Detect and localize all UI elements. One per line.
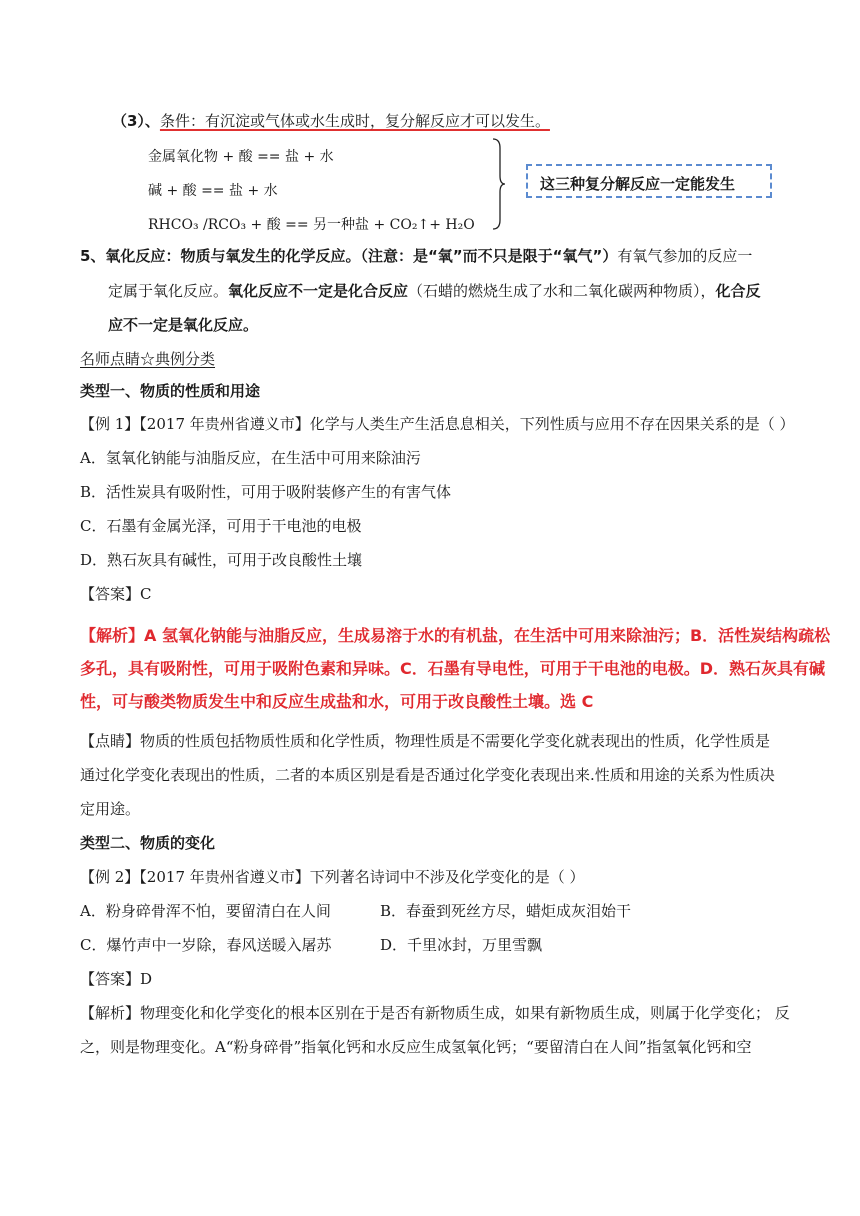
type2-option-a: A．粉身碎骨浑不怕，要留清白在人间 bbox=[80, 902, 331, 920]
type1-analysis-line1: 【解析】A 氢氧化钠能与油脂反应，生成易溶于水的有机盐，在生活中可用来除油污；B．活性炭结构疏松 bbox=[80, 626, 831, 645]
section5-line1 bbox=[80, 245, 752, 266]
type1-comment-line3: 定用途。 bbox=[80, 800, 141, 818]
type2-option-c: C．爆竹声中一岁除，春风送暖入屠苏 bbox=[80, 936, 332, 954]
formula-2: 碱 + 酸 == 盐 + 水 bbox=[148, 183, 278, 199]
note-box bbox=[526, 164, 772, 198]
type1-option-a: A．氢氧化钠能与油脂反应，在生活中可用来除油污 bbox=[80, 449, 421, 467]
type2-question: 【例 2】【2017 年贵州省遵义市】下列著名诗词中不涉及化学变化的是（ ） bbox=[80, 868, 585, 886]
note-text: 这三种复分解反应一定能发生 bbox=[540, 175, 736, 193]
section5-line2-a: 定属于氧化反应。 bbox=[108, 282, 229, 300]
section5-line2-bold2: 化合反 bbox=[715, 282, 761, 300]
section-heading: 名师点睛☆典例分类 bbox=[80, 350, 216, 368]
type1-analysis-line2: 多孔，具有吸附性，可用于吸附色素和异味。C．石墨有导电性，可用于干电池的电极。D．熟石灰具有碱 bbox=[80, 659, 826, 678]
section5-line1-bold: 5、氧化反应：物质与氧发生的化学反应。（注意：是“氧”而不只是限于“氧气”） bbox=[80, 247, 618, 265]
type1-option-d: D．熟石灰具有碱性，可用于改良酸性土壤 bbox=[80, 551, 363, 569]
type1-option-c: C．石墨有金属光泽，可用于干电池的电极 bbox=[80, 517, 362, 535]
type1-comment-line2: 通过化学变化表现出的性质，二者的本质区别是看是否通过化学变化表现出来.性质和用途的关系为性质决 bbox=[80, 766, 775, 784]
section5-line2 bbox=[108, 280, 761, 301]
section5-line1-rest: 有氧气参加的反应一 bbox=[617, 247, 753, 265]
type1-option-b: B．活性炭具有吸附性，可用于吸附装修产生的有害气体 bbox=[80, 483, 452, 501]
type1-comment-line1: 【点睛】物质的性质包括物质性质和化学性质，物理性质是不需要化学变化就表现出的性质，化学性质是 bbox=[80, 732, 771, 750]
section3-prefix: （3）、 bbox=[112, 112, 160, 130]
section5-line2-bold: 氧化反应不一定是化合反应 bbox=[228, 282, 409, 300]
type1-title: 类型一、物质的性质和用途 bbox=[80, 382, 261, 400]
type1-analysis-line3: 性，可与酸类物质发生中和反应生成盐和水，可用于改良酸性土壤。选 C bbox=[80, 692, 594, 711]
section5-line3: 应不一定是氧化反应。 bbox=[108, 316, 259, 334]
type2-option-b: B．春蚕到死丝方尽，蜡炬成灰泪始干 bbox=[380, 902, 632, 920]
condition-text: 条件：有沉淀或气体或水生成时，复分解反应才可以发生。 bbox=[159, 112, 550, 130]
type2-analysis-line2: 之，则是物理变化。A“粉身碎骨”指氧化钙和水反应生成氢氧化钙；“要留清白在人间”指氢氧化钙和空 bbox=[80, 1038, 752, 1056]
formula-3: RHCO₃ /RCO₃ + 酸 == 另一种盐 + CO₂↑+ H₂O bbox=[148, 217, 475, 233]
type1-question: 【例 1】【2017 年贵州省遵义市】化学与人类生产生活息息相关，下列性质与应用不存在因果关系的是（ ） bbox=[80, 415, 795, 433]
type2-option-d: D．千里冰封，万里雪飘 bbox=[380, 936, 543, 954]
condition-line bbox=[112, 110, 550, 131]
type2-analysis-line1: 【解析】物理变化和化学变化的根本区别在于是否有新物质生成，如果有新物质生成，则属于化学变化； 反 bbox=[80, 1004, 790, 1022]
formula-1: 金属氧化物 + 酸 == 盐 + 水 bbox=[148, 149, 334, 165]
section5-line2-b: （石蜡的燃烧生成了水和二氧化碳两种物质）， bbox=[408, 282, 716, 300]
type1-answer: 【答案】C bbox=[80, 585, 152, 603]
type2-answer: 【答案】D bbox=[80, 970, 153, 988]
right-brace-icon bbox=[492, 138, 506, 230]
type2-title: 类型二、物质的变化 bbox=[80, 834, 216, 852]
